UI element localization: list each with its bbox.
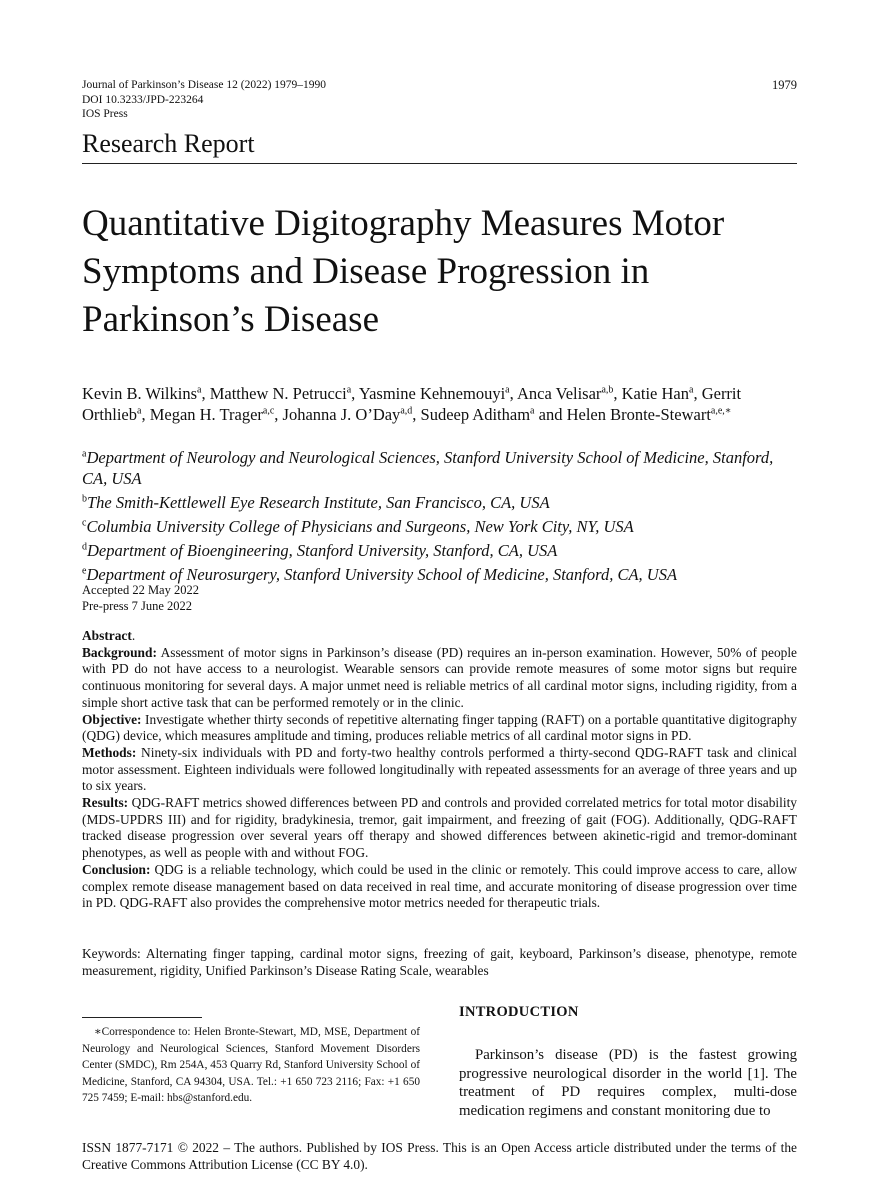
journal-citation: Journal of Parkinson’s Disease 12 (2022) 1979–1990 bbox=[82, 79, 327, 91]
abstract-section-label: Methods: bbox=[82, 744, 137, 760]
affiliation-text: Department of Neurology and Neurological Sciences, Stanford University School of Medicine, Stanford, CA, USA bbox=[82, 448, 774, 488]
publication-dates bbox=[82, 582, 199, 614]
affiliation-mark: d bbox=[82, 541, 87, 553]
author bbox=[421, 405, 535, 424]
author-name: Sudeep Aditham bbox=[420, 405, 531, 424]
affiliation-text: Department of Bioengineering, Stanford University, Stanford, CA, USA bbox=[87, 541, 558, 560]
abstract-section-label: Results: bbox=[82, 795, 129, 811]
prepress-date: Pre-press 7 June 2022 bbox=[82, 599, 193, 613]
author-affiliation-mark: a,e,∗ bbox=[710, 405, 732, 417]
author-affiliation-mark: a bbox=[197, 384, 202, 396]
abstract-conclusion bbox=[82, 862, 797, 912]
affiliation-mark: e bbox=[82, 565, 87, 577]
author bbox=[150, 405, 275, 424]
abstract-results bbox=[82, 795, 797, 862]
author-list: Kevin B. Wilkins$^a$, Matthew N. Petrucci$^a$, Yasmine Kehnemouyi$^a$, Anca Velisar$^{a,b}$, Katie Han$^a$, Gerrit Orthlieb$^a$, Megan H. Trager$^{a,c}$, Johanna J. O’Day$^{a,d}$, Sudeep Aditham$^a$ and Helen Bronte-Stewart$^{a,e,∗}$ bbox=[82, 384, 742, 424]
author-name: Johanna J. O’Day bbox=[282, 405, 401, 424]
affiliation bbox=[82, 447, 797, 489]
author-affiliation-mark: a bbox=[505, 384, 510, 396]
journal-meta bbox=[82, 78, 326, 122]
abstract-objective bbox=[82, 712, 797, 745]
accepted-date: Accepted 22 May 2022 bbox=[82, 583, 199, 597]
license-statement: ISSN 1877-7171 © 2022 – The authors. Published by IOS Press. This is an Open Access article distributed under the terms of the Creative Commons Attribution License (CC BY 4.0). bbox=[82, 1140, 797, 1172]
abstract-section-text: Investigate whether thirty seconds of repetitive alternating finger tapping (RAFT) on a portable quantitative digitography (QDG) device, which measures amplitude and timing, produces reliable metrics of all cardinal motor signs in PD. bbox=[82, 711, 797, 744]
abstract-methods bbox=[82, 745, 797, 795]
article-type: Research Report bbox=[82, 129, 255, 158]
header-rule bbox=[82, 163, 797, 164]
correspondence-footnote: ∗Correspondence to: Helen Bronte-Stewart, MD, MSE, Department of Neurology and Neurological Sciences, Stanford Movement Disorders Center (SMDC), Rm 254A, 453 Quarry Rd, Stanford University School of Medicine, Stanford, CA 94304, USA. Tel.: +1 650 723 2116; Fax: +1 650 725 7459; E-mail: hbs@stanford.edu. bbox=[82, 1026, 420, 1104]
keywords: Keywords: Alternating finger tapping, cardinal motor signs, freezing of gait, keyboard, Parkinson’s disease, phenotype, remote measurement, rigidity, Unified Parkinson’s Disease Rating Scale, wearables bbox=[82, 946, 797, 978]
author-affiliation-mark: a bbox=[689, 384, 694, 396]
doi[interactable]: DOI 10.3233/JPD-223264 bbox=[82, 93, 204, 106]
abstract-section-text: Assessment of motor signs in Parkinson’s disease (PD) requires an in-person examination. However, 50% of people with PD do not have access to a neurologist. Wearable sensors can provide remote measures of some motor signs but require continuous monitoring for several days. A major unmet need is reliable metrics of all cardinal motor signs, including rigidity, from a simple short active task that can be performed remotely or in the clinic. bbox=[82, 644, 797, 710]
author bbox=[283, 405, 413, 424]
abstract-heading: Abstract bbox=[82, 628, 132, 643]
abstract-section-text: Ninety-six individuals with PD and forty-two healthy controls performed a thirty-second QDG-RAFT task and clinical motor assessment. Eighteen individuals were followed longitudinally with repeated assessments for an average of three years and up to six years. bbox=[82, 744, 797, 794]
abstract-section-label: Conclusion: bbox=[82, 861, 151, 877]
author-name: Katie Han bbox=[621, 384, 689, 403]
author-affiliation-mark: a bbox=[346, 384, 352, 396]
author bbox=[567, 405, 732, 424]
author-affiliation-mark: a,b bbox=[601, 384, 614, 396]
author-name: Matthew N. Petrucci bbox=[209, 384, 347, 403]
author-name: Kevin B. Wilkins bbox=[82, 384, 197, 403]
affiliation bbox=[82, 516, 797, 537]
author-name: Megan H. Trager bbox=[149, 405, 263, 424]
author bbox=[622, 384, 694, 403]
author-name: Helen Bronte-Stewart bbox=[566, 405, 711, 424]
introduction-text: Parkinson’s disease (PD) is the fastest growing progressive neurological disorder in the world [1]. The treatment of PD requires complex, multi-dose medication regimens and constant monitoring due to bbox=[459, 1047, 797, 1119]
affiliation bbox=[82, 540, 797, 561]
author-affiliation-mark: a,c bbox=[262, 405, 275, 417]
abstract-section-label: Objective: bbox=[82, 711, 142, 727]
affiliation-list bbox=[82, 447, 797, 588]
introduction-heading: INTRODUCTION bbox=[459, 1004, 579, 1020]
author-affiliation-mark: a,d bbox=[400, 405, 413, 417]
affiliation bbox=[82, 492, 797, 513]
page-number: 1979 bbox=[772, 78, 797, 92]
affiliation-text: The Smith-Kettlewell Eye Research Institute, San Francisco, CA, USA bbox=[87, 493, 550, 512]
affiliation-text: Columbia University College of Physicians and Surgeons, New York City, NY, USA bbox=[86, 517, 634, 536]
affiliation-mark: b bbox=[82, 493, 87, 505]
author bbox=[359, 384, 510, 403]
abstract-section-label: Background: bbox=[82, 644, 157, 660]
author-name: Yasmine Kehnemouyi bbox=[358, 384, 506, 403]
author-name: Anca Velisar bbox=[516, 384, 602, 403]
affiliation-mark: a bbox=[82, 448, 87, 460]
author-name: Gerrit Orthlieb bbox=[82, 384, 742, 424]
author-affiliation-mark: a bbox=[137, 405, 142, 417]
footnote-rule bbox=[82, 1017, 202, 1018]
article-title: Quantitative Digitography Measures Motor Symptoms and Disease Progression in Parkinson’s Disease bbox=[82, 203, 725, 340]
abstract-heading-line bbox=[82, 628, 797, 645]
author bbox=[82, 384, 201, 403]
affiliation-mark: c bbox=[82, 517, 87, 529]
abstract-section-text: QDG-RAFT metrics showed differences between PD and controls and provided correlated metrics for total motor disability (MDS-UPDRS III) and for rigidity, bradykinesia, tremor, gait impairment, and freezing of gait (FOG). Additionally, QDG-RAFT tracked disease progression over several years off therapy and showed differences between akinetic-rigid and tremor-dominant phenotypes, as well as people with and without FOG. bbox=[82, 795, 797, 861]
author-affiliation-mark: a bbox=[530, 405, 535, 417]
affiliation-text: Department of Neurosurgery, Stanford University School of Medicine, Stanford, CA, USA bbox=[86, 565, 678, 584]
abstract-background bbox=[82, 645, 797, 712]
abstract-heading-suffix: . bbox=[131, 628, 136, 643]
author bbox=[210, 384, 351, 403]
author bbox=[517, 384, 613, 403]
publisher: IOS Press bbox=[82, 108, 128, 120]
abstract-section-text: QDG is a reliable technology, which could be used in the clinic or remotely. This could improve access to care, allow complex remote disease management based on data received in real time, and accurate monitoring of disease progression over time in PD. QDG-RAFT also provides the comprehensive motor metrics needed for therapeutic trials. bbox=[82, 861, 797, 911]
abstract bbox=[82, 628, 797, 912]
